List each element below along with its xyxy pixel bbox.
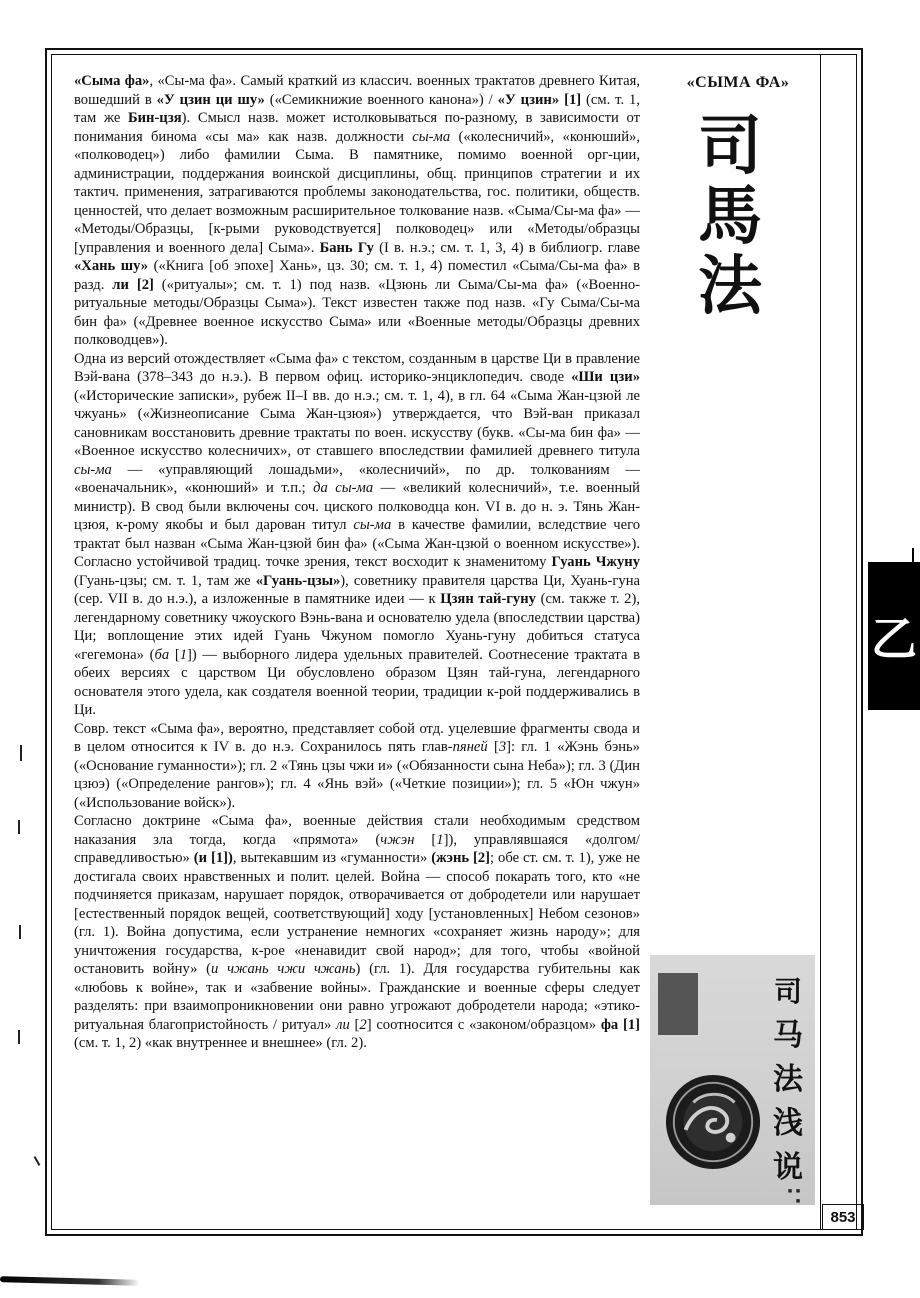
bold-term: «Сыма фа»	[74, 73, 150, 89]
book-cover-image	[650, 955, 815, 1205]
margin-mark	[34, 1156, 41, 1166]
text-run: [	[487, 739, 499, 755]
text-run: («ритуалы»; см. т. 1) под назв. «Цзюнь ли Сыма/Сы-ма фа» («Военно-ритуальные методы/Образцы Сыма»). Текст известен также под назв. «Гу Сыма/Сы-ма бин фа» («Древнее военное искусство Сыма» или «Военные методы/Образцы древних полководцев»).	[74, 276, 640, 348]
italic-term: ли	[336, 1016, 350, 1033]
bold-term: «Хань шу»	[74, 258, 149, 274]
text-run: Одна из версий отождествляет «Сыма фа» с текстом, созданным в царстве Ци в правление Вэй-вана (378–343 до н.э.). В первом офиц. историко-энциклопедич. своде	[74, 350, 640, 385]
column-rule	[820, 54, 821, 1230]
bold-term: фа [1]	[600, 1016, 640, 1033]
text-run: ] соотносится с «законом/образцом»	[366, 1016, 601, 1033]
italic-term: сы-ма	[353, 517, 392, 533]
text-run: Совр. текст «Сыма фа», вероятно, представляет собой отд. уцелевшие фрагменты свода и в целом относится к IV в. до н.э. Сохранилось пять глав-	[74, 720, 640, 755]
italic-term: сы-ма	[74, 461, 112, 478]
italic-term: пяней	[452, 739, 488, 755]
thumb-tab-glyph: 乙	[871, 612, 917, 666]
text-run: ; обе ст. см. т. 1), уже не достигала своих нравственных и полит. целей. Война — способ покарать того, кто «не подчиняется приказам, нарушает порядок, отворачивается от добродетели или нарушает [естественный порядок вещей, соответствующий] ходу [установленных] Небом сезонов» (гл. 1). Война допустима, если устранение немногих «сохраняет жизнь народу»; для уничтожения государства, к-рое «ненавидит свой народ»; для того, чтобы «войной остановить войну» (	[74, 850, 640, 977]
cover-title-char: 马	[773, 1018, 803, 1053]
bold-term: ли	[112, 276, 129, 293]
title-hanzi-char: 司	[698, 109, 762, 184]
bold-term: «Гуань-цзы»	[255, 572, 341, 589]
italic-term: да сы-ма	[313, 480, 374, 496]
bold-term: (жэнь [2]	[431, 850, 491, 866]
text-run: [	[414, 831, 437, 848]
thumb-index-tab	[868, 562, 920, 710]
margin-mark	[18, 1030, 20, 1044]
text-run: ), советнику правителя царства Ци, Хуань-гуна (сер. VII в. до н.э.), а изложенные в памятнике идеи — к	[74, 572, 640, 607]
text-run: (I в. н.э.; см. т. 1, 3, 4) в библиогр. главе	[373, 239, 640, 256]
cover-imprint: ■ ■ ■	[786, 1187, 802, 1205]
cover-title-char: 法	[773, 1062, 803, 1097]
italic-term: 1	[179, 646, 187, 663]
article-paragraph	[74, 720, 640, 813]
bold-term: Бань Гу	[319, 239, 374, 256]
bold-term: Цзян тай-гуну	[440, 591, 536, 607]
italic-term: 2	[359, 1016, 367, 1033]
article-body	[74, 72, 640, 1053]
text-run	[129, 277, 137, 293]
cover-disc-emblem	[664, 1073, 762, 1171]
text-run: (см. также т. 2), легендарному советнику чжоуского Вэнь-вана и основателю удела (впоследствии царства) Ци; воплощение этих идей Гуань Чжуном помогло Хуань-гуну добиться статуса «гегемона» (	[74, 591, 640, 663]
page-number: 853	[822, 1204, 864, 1230]
side-title: «СЫМА ФА»	[686, 74, 790, 91]
bold-term: «У цзин»	[497, 91, 560, 108]
text-run: (см. т. 1, 2) «как внутреннее и внешнее» (гл. 2).	[74, 1035, 367, 1051]
text-run: в качестве фамилии, вследствие чего трактат был назван «Сыма Жан-цзюй бин фа» («Сыма Жан-цзюй о военном искусстве»). Согласно устойчивой традиц. точке зрения, текст восходит к знаменитому	[74, 517, 640, 570]
text-run: — «управляющий лошадьми», «колесничий», по др. толкованиям — «военачальник», «конюший» и т.п.;	[74, 461, 640, 496]
bold-term: Гуань Чжуну	[551, 554, 641, 570]
cover-title-char: 浅	[773, 1106, 803, 1141]
cover-title	[768, 970, 808, 1190]
article-paragraph	[74, 812, 640, 1053]
bold-term: «Ши цзи»	[571, 369, 640, 385]
text-run: ]: гл. 1 «Жэнь бэнь» («Основание гуманности»); гл. 2 «Тянь цзы чжи и» («Обязанности сына Неба»); гл. 3 (Дин цзюэ) («Определение рангов»); гл. 4 «Янь вэй» («Четкие позиции»); гл. 5 «Юн чжун» («Использование войск»).	[74, 739, 640, 811]
cover-title-char: 司	[773, 975, 802, 1008]
text-run: , вытекавшим из «гуманности»	[232, 850, 432, 866]
text-run: [	[349, 1016, 360, 1033]
text-run: (Гуань-цзы; см. т. 1, там же	[74, 572, 256, 589]
bold-term: [1]	[564, 91, 582, 108]
text-run: — «великий колесничий», т.е. военный министр). В свод были включены соч. циского полководца кон. VI в. до н. э. Тянь Жан-цзюя, к-рому якобы и был дарован титул	[74, 480, 640, 533]
title-hanzi	[690, 109, 770, 324]
text-run: Согласно доктрине «Сыма фа», военные действия стали необходимым средством наказания зла тогда, когда «прямота» (	[74, 813, 640, 848]
text-run: («Исторические записки», рубеж II–I вв. до н.э.; см. т. 1, 4), в гл. 64 «Сыма Жан-цзюй ле чжуань» («Жизнеописание Сыма Жан-цзюя») утверждается, что Вэй-ван приказал сановникам восстановить древние трактаты по воен. искусству (букв. «Сы-ма бин фа» — «Военное искусство колесничих», от ставшего впоследствии фамилией древнего титула	[74, 387, 640, 459]
bold-term: Бин-цзя	[127, 110, 182, 126]
cover-title-char: 说	[773, 1150, 803, 1185]
text-run: ) (гл. 1). Для государства губительны как «любовь к войне», так и «забвение войны». Гражданские и военные сферы следует разделять: при взаимопроникновении они равно угрожают добродетели народа; «этико-ритуальная благопристойность / ритуал»	[74, 961, 640, 1033]
title-hanzi-char: 法	[698, 249, 762, 324]
article-paragraph	[74, 350, 640, 720]
margin-mark	[20, 745, 22, 761]
scan-edge-smudge	[0, 1276, 140, 1286]
text-run: ). Смысл назв. может истолковываться по-разному, в зависимости от понимания бинома «сы ма» как назв. должности	[74, 110, 640, 145]
text-run: (см. т. 1, там же	[74, 91, 640, 126]
text-run: , «Сы-ма фа». Самый краткий из классич. военных трактатов древнего Китая, вошедший в	[74, 73, 640, 108]
italic-term: сы-ма	[412, 128, 451, 145]
italic-term: 3	[498, 739, 507, 755]
margin-mark	[18, 820, 20, 834]
text-run: («колесничий», «конюший», «полководец») либо фамилии Сыма. В памятнике, помимо военной орг-ции, администрации, поддержания воинской дисциплины, общ. принципов стратегии и их тактич. применения, затрагиваются проблемы законодательства, гос. политики, обществ. ценностей, что делает возможным расширительное толкование назв. «Сыма/Сы-ма фа» — «Методы/Образцы, [к-рыми руководствуется] полководец» или «Методы/образцы [управления и военного дела] Сыма».	[74, 128, 640, 256]
bold-term: [2]	[136, 276, 154, 293]
article-paragraph	[74, 72, 640, 350]
italic-term: ба	[154, 646, 170, 663]
cover-stamp	[658, 973, 698, 1035]
title-hanzi-char: 馬	[698, 179, 762, 254]
italic-term: 1	[436, 831, 444, 848]
text-run: ]), управлявшаяся «долгом/справедливостью»	[74, 831, 640, 866]
italic-term: чжэн	[380, 831, 415, 848]
margin-mark	[19, 925, 21, 939]
italic-term: и чжань чжи чжань	[211, 961, 356, 977]
bold-term: «У цзин ци шу»	[156, 91, 265, 108]
text-run: ]) — выборного лидера удельных правителей. Соотнесение трактата в обеих версиях с царством Ци обусловлено образом Цзян тай-гуна, легендарного основателя этого удела, как создателя военной теории, традиции к-рой поддерживались в Ци.	[74, 646, 641, 718]
text-run: [	[169, 646, 180, 663]
text-run: («Книга [об эпохе] Хань», цз. 30; см. т. 1, 4) поместил «Сыма/Сы-ма фа» в разд.	[74, 258, 640, 293]
text-run: («Семикнижие военного канона») /	[264, 91, 498, 108]
bold-term: (и [1])	[193, 850, 233, 866]
